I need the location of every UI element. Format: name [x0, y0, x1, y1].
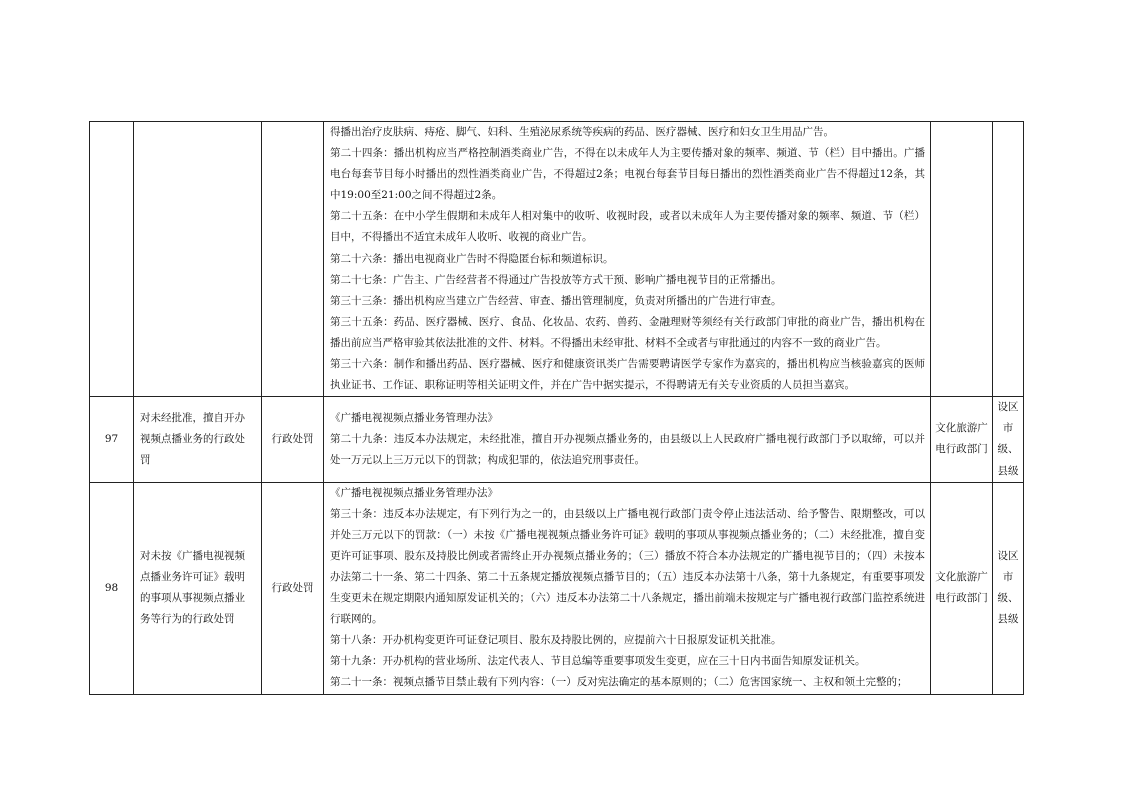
basis-paragraph: 第三十三条：播出机构应当建立广告经营、审查、播出管理制度，负责对所播出的广告进行审查。 [330, 294, 782, 307]
basis-paragraph: 第三十六条：制作和播出药品、医疗器械、医疗和健康资讯类广告需要聘请医学专家作为嘉宾的，播出机构应当核验嘉宾的医师执业证书、工作证、职称证明等相关证明文件，并在广告中据实提示，不得聘请无有关专业资质的人员担当嘉宾。 [330, 358, 925, 392]
table-row [90, 122, 1024, 397]
basis-paragraph: 第二十一条：视频点播节目禁止载有下列内容：（一）反对宪法确定的基本原则的；（二）危害国家统一、主权和领土完整的； [330, 676, 908, 689]
table-row [90, 482, 1024, 694]
implementing-department: 文化旅游广电行政部门 [931, 397, 993, 482]
basis-paragraph: 得播出治疗皮肤病、痔疮、脚气、妇科、生殖泌尿系统等疾病的药品、医疗器械、医疗和妇女卫生用品广告。 [330, 126, 834, 138]
item-type [262, 122, 324, 397]
item-type: 行政处罚 [262, 482, 324, 694]
basis-paragraph: 第二十六条：播出电视商业广告时不得隐匿台标和频道标识。 [330, 252, 614, 265]
legal-basis [324, 482, 931, 694]
basis-paragraph: 第三十条：违反本办法规定，有下列行为之一的，由县级以上广播电视行政部门责令停止违法活动、给予警告、限期整改，可以并处三万元以下的罚款：（一）未按《广播电视视频点播业务许可证》载明的事项从事视频点播业务的；（二）未经批准，擅自变更许可证事项、股东及持股比例或者需终止开办视频点播业务的；（三）播放不符合本办法规定的广播电视节目的；（四）未按本办法第二十一条、第二十四条、第二十五条规定播放视频点播节目的；（五）违反本办法第十八条，第十九条规定，有重要事项发生变更未在规定期限内通知原发证机关的；（六）违反本办法第二十八条规定，播出前端未按规定与广播电视行政部门监控系统进行联网的。 [330, 507, 925, 626]
implementing-level [993, 122, 1024, 397]
enforcement-table [89, 121, 1024, 695]
basis-paragraph: 第二十七条：广告主、广告经营者不得通过广告投放等方式干预、影响广播电视节目的正常播出。 [330, 273, 782, 286]
basis-paragraph: 《广播电视视频点播业务管理办法》 [330, 486, 498, 499]
implementing-department [931, 122, 993, 397]
basis-paragraph: 第二十五条：在中小学生假期和未成年人相对集中的收听、收视时段，或者以未成年人为主要传播对象的频率、频道、节（栏）目中，不得播出不适宜未成年人收听、收视的商业广告。 [330, 210, 925, 244]
row-number: 97 [90, 397, 134, 482]
legal-basis [324, 122, 931, 397]
basis-paragraph: 第三十五条：药品、医疗器械、医疗、食品、化妆品、农药、兽药、金融理财等须经有关行政部门审批的商业广告，播出机构在播出前应当严格审验其依法批准的文件、材料。不得播出未经审批、材料不全或者与审批通过的内容不一致的商业广告。 [330, 315, 925, 349]
implementing-level: 设区市级、县级 [993, 482, 1024, 694]
basis-paragraph: 第二十四条：播出机构应当严格控制酒类商业广告，不得在以未成年人为主要传播对象的频率、频道、节（栏）目中播出。广播电台每套节目每小时播出的烈性酒类商业广告，不得超过2条；电视台每套节目每日播出的烈性酒类商业广告不得超过12条，其中19:00至21:00之间不得超过2条。 [330, 147, 925, 202]
table-row [90, 397, 1024, 482]
row-number: 98 [90, 482, 134, 694]
implementing-department: 文化旅游广电行政部门 [931, 482, 993, 694]
basis-paragraph: 第十九条：开办机构的营业场所、法定代表人、节目总编等重要事项发生变更，应在三十日内书面告知原发证机关。 [330, 655, 866, 668]
basis-paragraph: 第二十九条：违反本办法规定，未经批准，擅自开办视频点播业务的，由县级以上人民政府广播电视行政部门予以取缔，可以并处一万元以上三万元以下的罚款；构成犯罪的，依法追究刑事责任。 [330, 432, 925, 466]
basis-paragraph: 《广播电视视频点播业务管理办法》 [330, 411, 498, 424]
row-number [90, 122, 134, 397]
implementing-level: 设区市级、县级 [993, 397, 1024, 482]
legal-basis [324, 397, 931, 482]
item-type: 行政处罚 [262, 397, 324, 482]
item-name: 对未经批准，擅自开办视频点播业务的行政处罚 [134, 397, 262, 482]
item-name [134, 122, 262, 397]
item-name: 对未按《广播电视视频点播业务许可证》载明的事项从事视频点播业务等行为的行政处罚 [134, 482, 262, 694]
basis-paragraph: 第十八条：开办机构变更许可证登记项目、股东及持股比例的，应提前六十日报原发证机关批准。 [330, 634, 782, 647]
